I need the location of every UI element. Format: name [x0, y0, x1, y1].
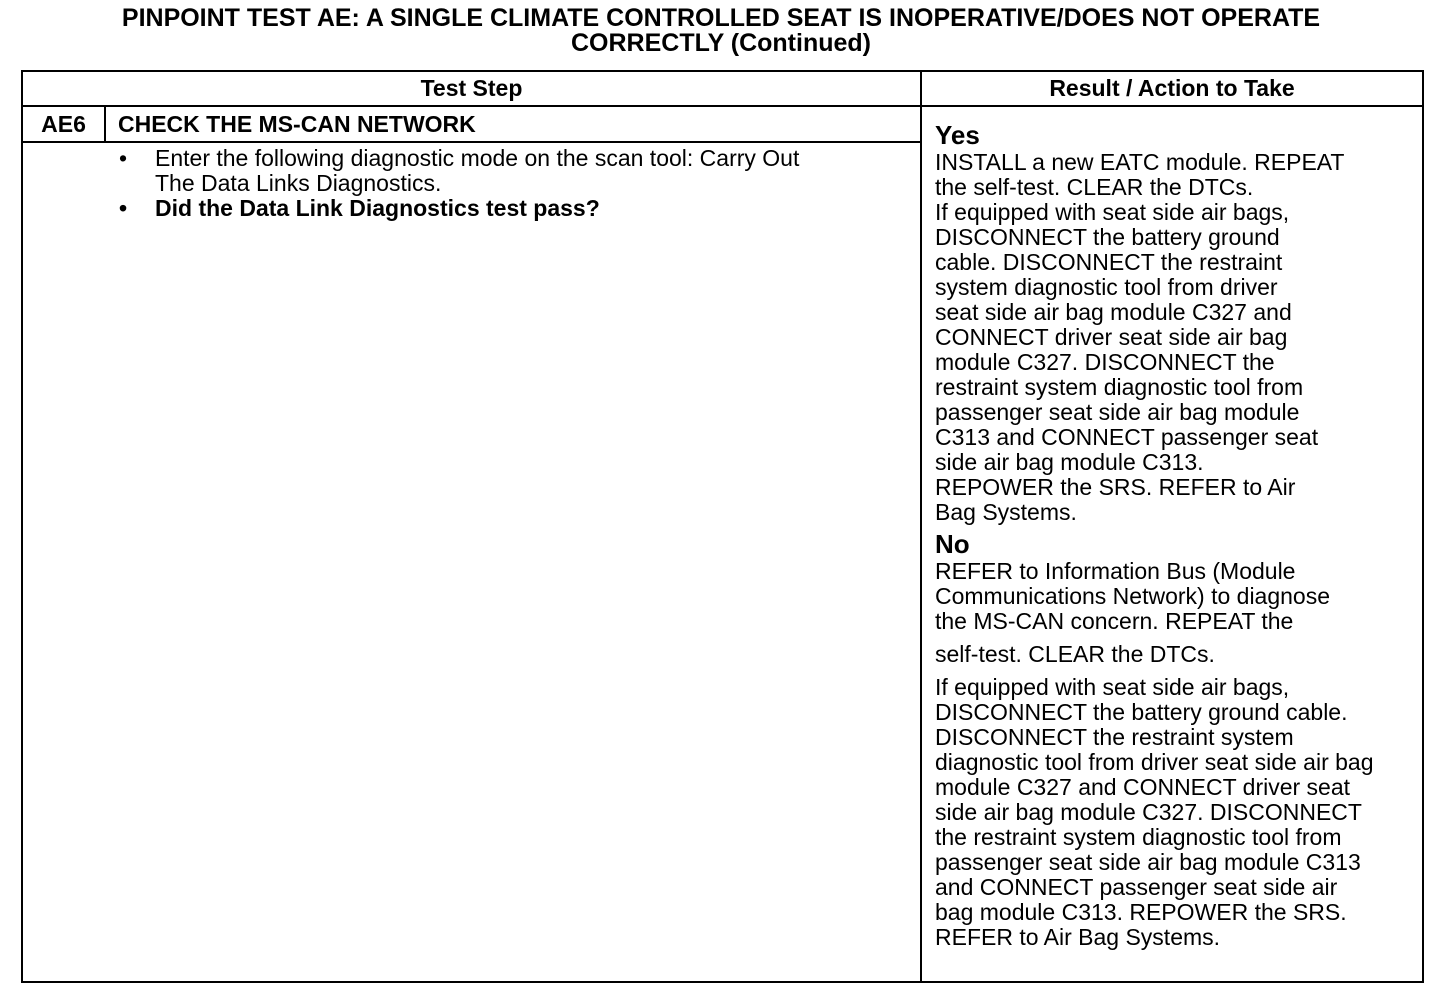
- header-divider: [21, 105, 1424, 107]
- no-line: passenger seat side air bag module C313: [935, 849, 1361, 875]
- instruction-item: [113, 146, 903, 196]
- no-line: the MS-CAN concern. REPEAT the: [935, 608, 1294, 634]
- no-line: and CONNECT passenger seat side air: [935, 874, 1338, 900]
- no-line: REFER to Air Bag Systems.: [935, 924, 1221, 950]
- no-line: DISCONNECT the battery ground cable.: [935, 699, 1348, 725]
- yes-line: the self-test. CLEAR the DTCs.: [935, 174, 1254, 200]
- step-instructions: [113, 146, 903, 221]
- header-test-step: Test Step: [420, 75, 523, 101]
- yes-line: system diagnostic tool from driver: [935, 274, 1278, 300]
- yes-line: restraint system diagnostic tool from: [935, 374, 1304, 400]
- no-actions: [935, 559, 1425, 950]
- step-name: CHECK THE MS-CAN NETWORK: [118, 111, 476, 137]
- step-id-divider: [104, 105, 106, 143]
- step-row-divider: [21, 141, 922, 143]
- no-line: the restraint system diagnostic tool from: [935, 824, 1342, 850]
- instruction-line: The Data Links Diagnostics.: [155, 170, 442, 196]
- yes-line: cable. DISCONNECT the restraint: [935, 249, 1283, 275]
- no-line: If equipped with seat side air bags,: [935, 674, 1290, 700]
- question-text: Did the Data Link Diagnostics test pass?: [155, 195, 600, 221]
- no-line: Communications Network) to diagnose: [935, 583, 1331, 609]
- yes-line: If equipped with seat side air bags,: [935, 199, 1290, 225]
- yes-line: CONNECT driver seat side air bag: [935, 324, 1288, 350]
- no-line: module C327 and CONNECT driver seat: [935, 774, 1351, 800]
- no-line: REFER to Information Bus (Module: [935, 558, 1296, 584]
- instruction-line: Enter the following diagnostic mode on the scan tool: Carry Out: [155, 145, 800, 171]
- no-line: bag module C313. REPOWER the SRS.: [935, 899, 1347, 925]
- yes-line: REPOWER the SRS. REFER to Air: [935, 474, 1296, 500]
- title-line-2: CORRECTLY (Continued): [571, 29, 871, 57]
- yes-line: side air bag module C313.: [935, 449, 1204, 475]
- yes-line: DISCONNECT the battery ground: [935, 224, 1280, 250]
- yes-line: passenger seat side air bag module: [935, 399, 1300, 425]
- yes-line: Bag Systems.: [935, 499, 1077, 525]
- instruction-question: [113, 196, 903, 221]
- yes-line: C313 and CONNECT passenger seat: [935, 424, 1319, 450]
- header-result-action: Result / Action to Take: [1049, 75, 1295, 101]
- no-line: DISCONNECT the restraint system: [935, 724, 1294, 750]
- result-actions: [935, 120, 1425, 950]
- no-line: side air bag module C327. DISCONNECT: [935, 799, 1362, 825]
- yes-line: seat side air bag module C327 and: [935, 299, 1292, 325]
- yes-line: module C327. DISCONNECT the: [935, 349, 1275, 375]
- step-id: AE6: [41, 111, 86, 137]
- bullet-icon: •: [119, 145, 128, 171]
- yes-line: INSTALL a new EATC module. REPEAT: [935, 149, 1345, 175]
- bullet-icon: •: [119, 195, 128, 221]
- no-line: self-test. CLEAR the DTCs.: [935, 641, 1215, 667]
- yes-actions: [935, 150, 1425, 525]
- page-title: [0, 6, 1442, 56]
- no-label: No: [935, 529, 970, 559]
- title-line-1: PINPOINT TEST AE: A SINGLE CLIMATE CONTROLLED SEAT IS INOPERATIVE/DOES NOT OPERATE: [121, 4, 1321, 32]
- column-divider: [920, 70, 922, 983]
- no-line: diagnostic tool from driver seat side air bag: [935, 749, 1374, 775]
- yes-label: Yes: [935, 120, 980, 150]
